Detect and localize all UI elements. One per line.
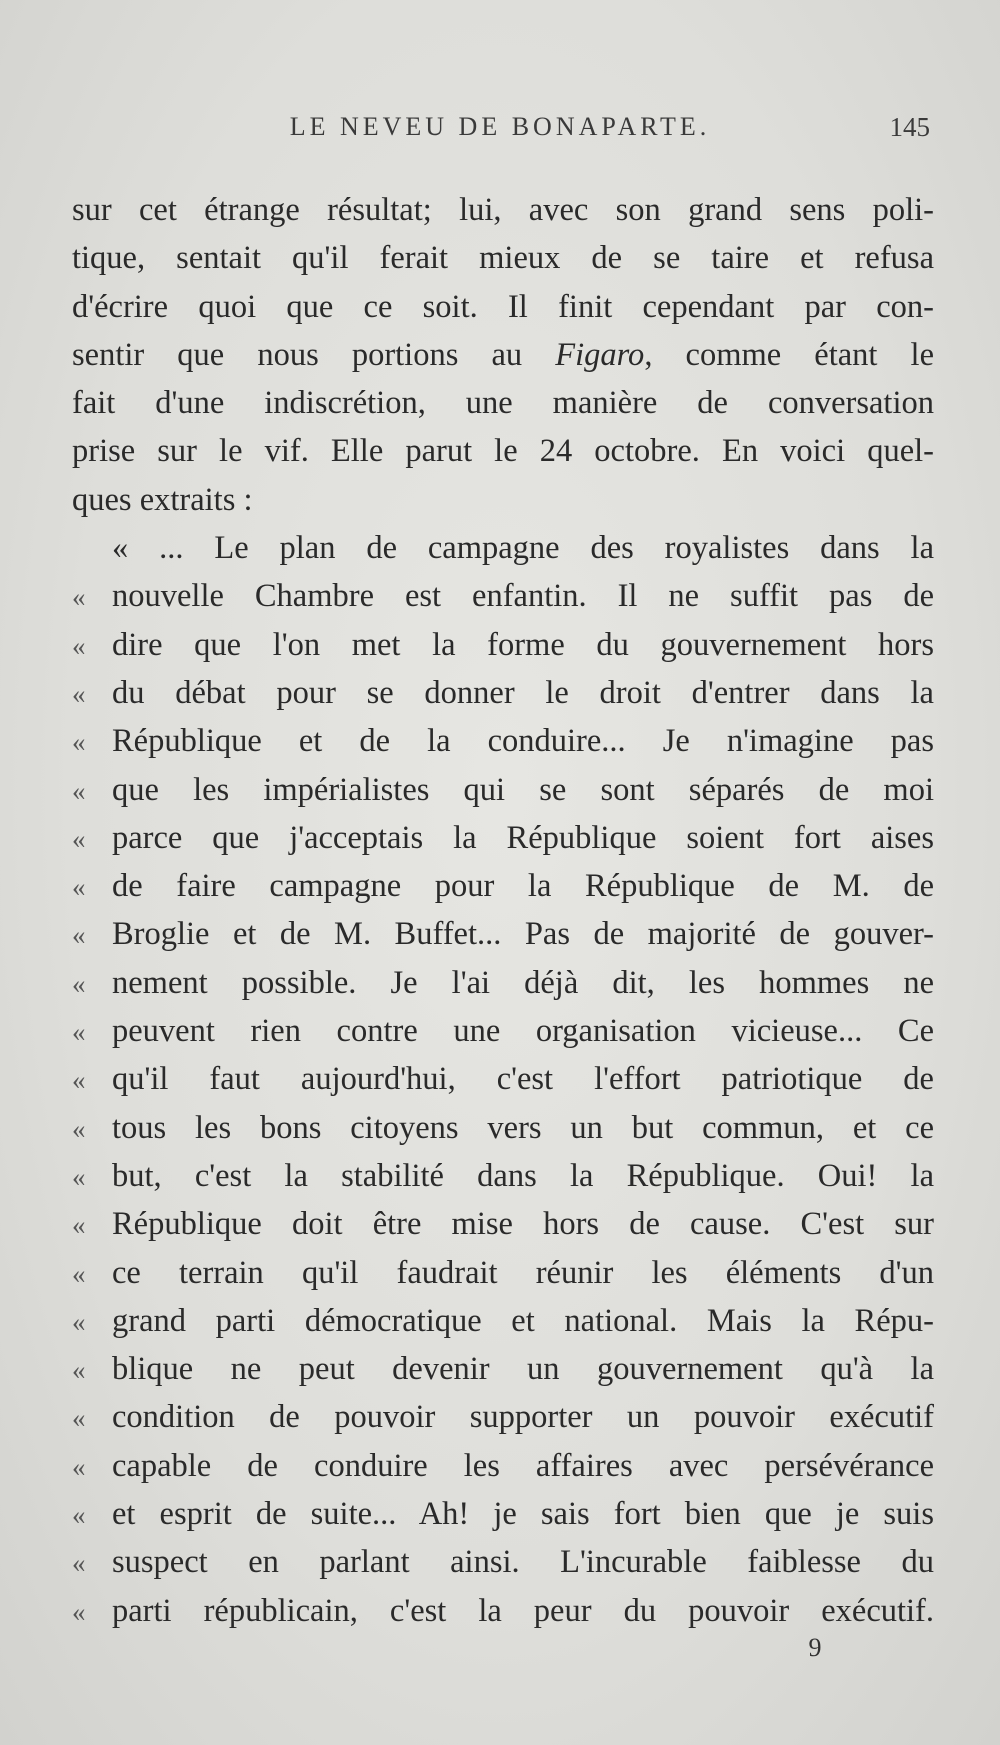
quote-text: blique ne peut devenir un gouvernement qu'à la — [112, 1351, 934, 1388]
quote-mark: « — [72, 630, 86, 661]
figaro-title: Figaro — [555, 336, 645, 373]
text-line: fait d'une indiscrétion, une manière de conversation — [72, 385, 934, 422]
quote-text: tous les bons citoyens vers un but commun, et ce — [112, 1109, 934, 1146]
text-line: prise sur le vif. Elle parut le 24 octobre. En voici quel- — [72, 433, 934, 470]
quote-text: nement possible. Je l'ai déjà dit, les hommes ne — [112, 964, 934, 1001]
quote-line — [72, 1345, 934, 1393]
quote-mark: « — [72, 1258, 86, 1289]
quote-mark: « — [72, 823, 86, 854]
quote-line — [72, 572, 934, 620]
quote-line — [72, 1297, 934, 1345]
quote-mark: « — [72, 1500, 86, 1531]
quote-text: but, c'est la stabilité dans la République. Oui! la — [112, 1157, 934, 1194]
quote-text: parce que j'acceptais la République soient fort aises — [112, 819, 934, 856]
text-line: sur cet étrange résultat; lui, avec son grand sens poli- — [72, 192, 934, 228]
signature-number: 9 — [808, 1633, 822, 1662]
quote-line — [72, 814, 934, 862]
quote-line — [72, 621, 934, 669]
quote-mark: « — [72, 1113, 86, 1144]
text-line: tique, sentait qu'il ferait mieux de se taire et refusa — [72, 240, 934, 277]
quote-text: République doit être mise hors de cause. C'est sur — [112, 1206, 934, 1243]
quote-line — [72, 766, 934, 814]
signature-mark — [0, 1633, 1000, 1663]
quote-text: condition de pouvoir supporter un pouvoir exécutif — [112, 1399, 934, 1436]
quote-line — [72, 1538, 934, 1586]
quote-text: grand parti démocratique et national. Mais la Répu- — [112, 1302, 934, 1339]
quote-line — [72, 1200, 934, 1248]
quote-mark: « — [72, 1065, 86, 1096]
quote-line — [72, 1587, 934, 1635]
quote-text: parti républicain, c'est la peur du pouvoir exécutif. — [112, 1592, 934, 1629]
quote-mark: « — [72, 872, 86, 903]
text-line: ques extraits : — [72, 481, 253, 518]
quote-text: suspect en parlant ainsi. L'incurable faiblesse du — [112, 1544, 934, 1581]
quote-line — [72, 1152, 934, 1200]
quote-mark: « — [72, 1451, 86, 1482]
quote-line — [72, 1007, 934, 1055]
quote-mark: « — [72, 727, 86, 758]
quote-text: capable de conduire les affaires avec persévérance — [112, 1447, 934, 1484]
page-header — [0, 112, 1000, 152]
quote-text: ce terrain qu'il faudrait réunir les éléments d'un — [112, 1254, 934, 1291]
quote-mark: « — [72, 1355, 86, 1386]
quote-line — [72, 1249, 934, 1297]
quote-text: République et de la conduire... Je n'imagine pas — [112, 723, 934, 760]
quote-line — [72, 862, 934, 910]
quote-mark: « — [72, 1596, 86, 1627]
quote-text: de faire campagne pour la République de M. de — [112, 868, 934, 905]
quote-mark: « — [72, 775, 86, 806]
quote-line — [72, 1393, 934, 1441]
quote-text: nouvelle Chambre est enfantin. Il ne suffit pas de — [112, 578, 934, 615]
quote-text: Broglie et de M. Buffet... Pas de majorité de gouver- — [112, 916, 934, 953]
quote-mark: « — [72, 1161, 86, 1192]
quote-mark: « — [72, 1210, 86, 1241]
quote-text: dire que l'on met la forme du gouvernement hors — [112, 626, 934, 663]
quote-line — [72, 1055, 934, 1103]
quote-line-first: « ... Le plan de campagne des royalistes dans la — [112, 530, 934, 567]
quote-line — [72, 1104, 934, 1152]
body-text — [72, 186, 934, 1635]
quote-line — [72, 717, 934, 765]
page-number: 145 — [889, 112, 930, 142]
quote-text: qu'il faut aujourd'hui, c'est l'effort patriotique de — [112, 1061, 934, 1098]
quote-line — [72, 910, 934, 958]
quote-text: et esprit de suite... Ah! je sais fort bien que je suis — [112, 1496, 934, 1533]
quote-text: du débat pour se donner le droit d'entrer dans la — [112, 674, 934, 711]
quote-text: que les impérialistes qui se sont séparés de moi — [112, 771, 934, 808]
quote-line — [72, 1490, 934, 1538]
quote-line — [72, 1442, 934, 1490]
quote-mark: « — [72, 678, 86, 709]
text-line: d'écrire quoi que ce soit. Il finit cependant par con- — [72, 288, 934, 325]
quote-mark: « — [72, 1306, 86, 1337]
quote-mark: « — [72, 582, 86, 613]
quote-mark: « — [72, 1403, 86, 1434]
quote-mark: « — [72, 1548, 86, 1579]
quote-line — [72, 669, 934, 717]
text-line: sentir que nous portions au Figaro, comme étant le — [72, 336, 935, 373]
quote-line — [72, 959, 934, 1007]
quote-mark: « — [72, 1017, 86, 1048]
quote-mark: « — [72, 968, 86, 999]
quote-mark: « — [72, 920, 86, 951]
running-title: LE NEVEU DE BONAPARTE. — [289, 112, 711, 141]
quote-text: peuvent rien contre une organisation vicieuse... Ce — [112, 1013, 934, 1050]
